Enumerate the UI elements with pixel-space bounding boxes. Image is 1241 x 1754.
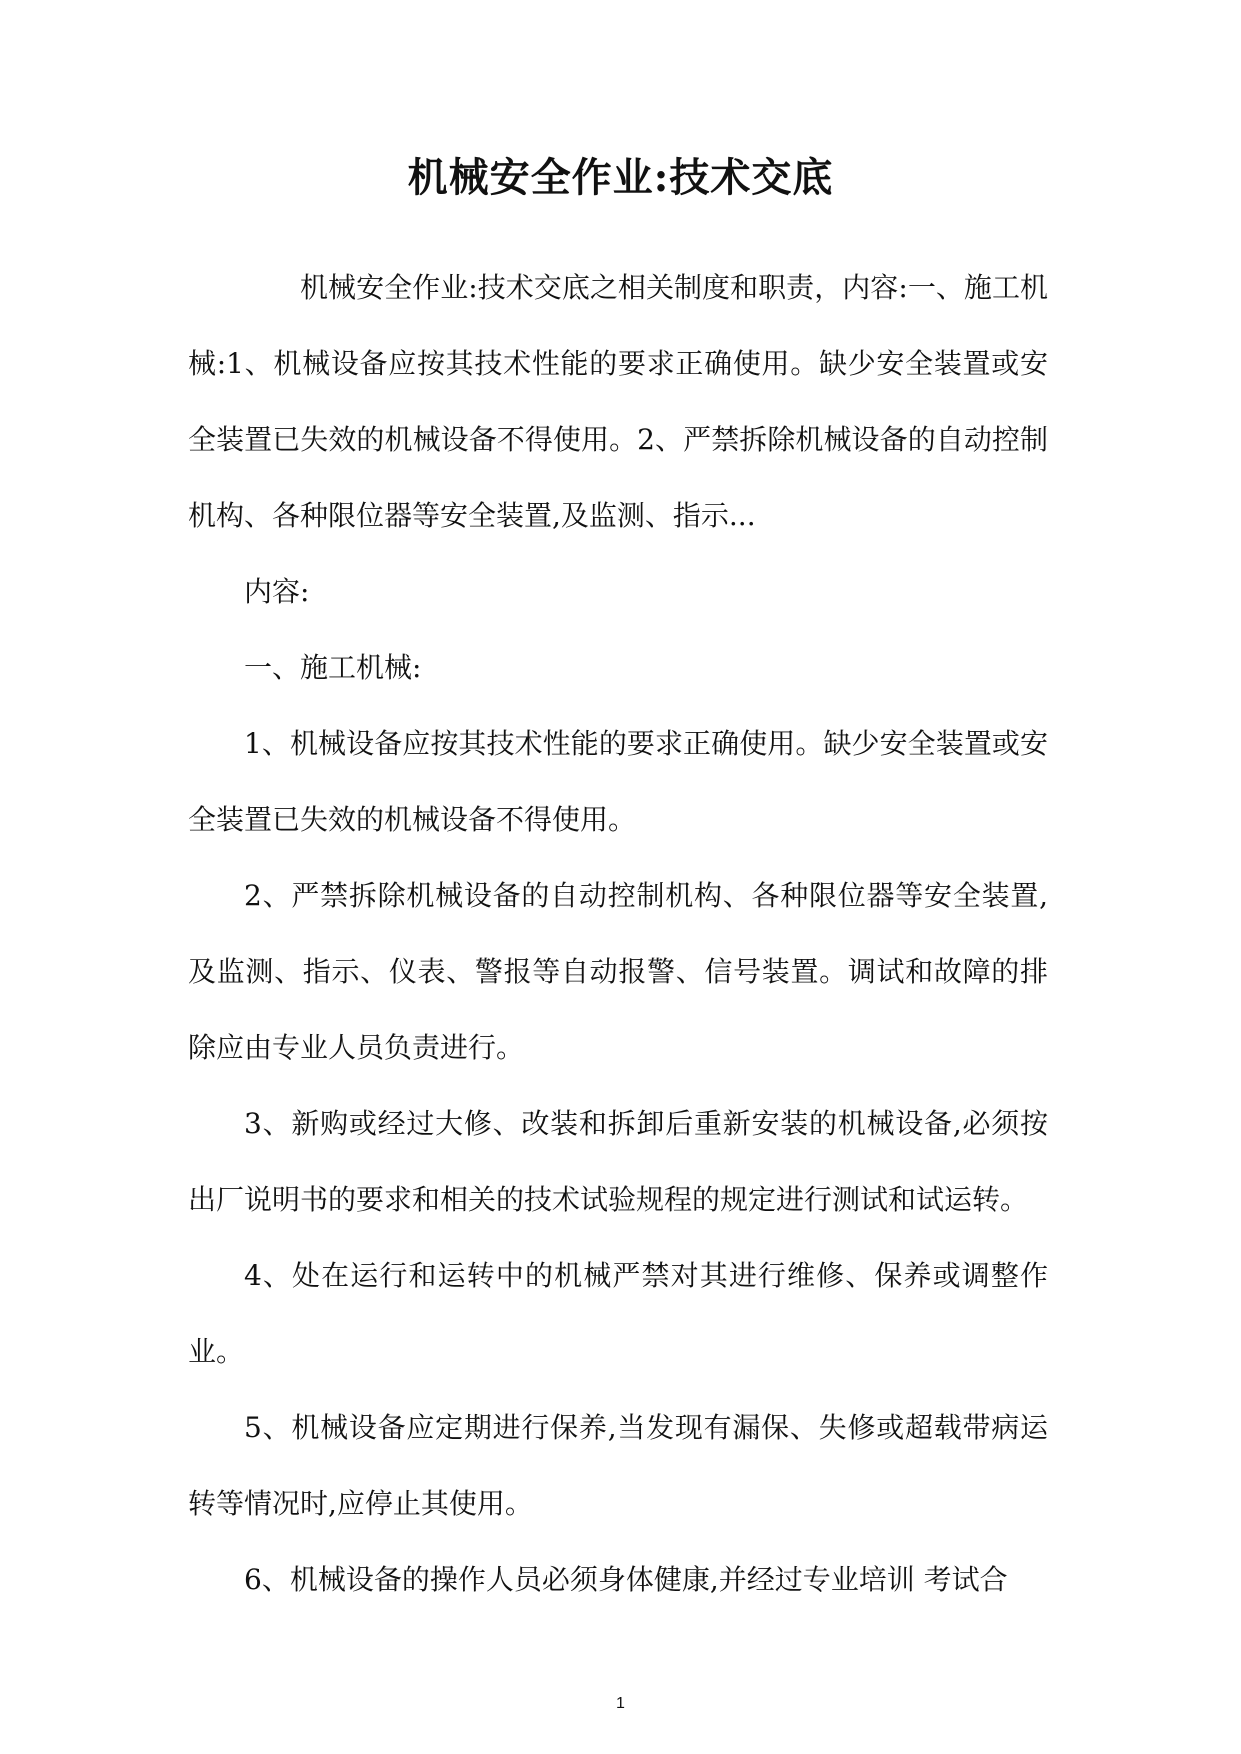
summary-paragraph: 机械安全作业:技术交底之相关制度和职责，内容:一、施工机械:1、机械设备应按其技术性能的要求正确使用。缺少安全装置或安全装置已失效的机械设备不得使用。2、严禁拆除机械设备的自动控制机构、各种限位器等安全装置,及监测、指示... (188, 271, 1048, 532)
rule-paragraph-1: 1、机械设备应按其技术性能的要求正确使用。缺少安全装置或安全装置已失效的机械设备不得使用。 (188, 727, 1048, 836)
rule-paragraph-4: 4、处在运行和运转中的机械严禁对其进行维修、保养或调整作业。 (188, 1259, 1048, 1368)
rule-paragraph-6: 6、机械设备的操作人员必须身体健康,并经过专业培训 考试合 (244, 1563, 1008, 1596)
rule-paragraph-2: 2、严禁拆除机械设备的自动控制机构、各种限位器等安全装置,及监测、指示、仪表、警报等自动报警、信号装置。调试和故障的排除应由专业人员负责进行。 (188, 879, 1048, 1064)
document-title: 机械安全作业:技术交底 (407, 154, 834, 201)
section-heading: 一、施工机械: (244, 651, 422, 684)
document-body (188, 250, 1048, 1618)
rule-paragraph-3: 3、新购或经过大修、改装和拆卸后重新安装的机械设备,必须按出厂说明书的要求和相关的技术试验规程的规定进行测试和试运转。 (188, 1107, 1048, 1216)
page-number: 1 (616, 1695, 625, 1712)
rule-paragraph-5: 5、机械设备应定期进行保养,当发现有漏保、失修或超载带病运转等情况时,应停止其使用。 (188, 1411, 1048, 1520)
content-label: 内容: (244, 575, 310, 608)
